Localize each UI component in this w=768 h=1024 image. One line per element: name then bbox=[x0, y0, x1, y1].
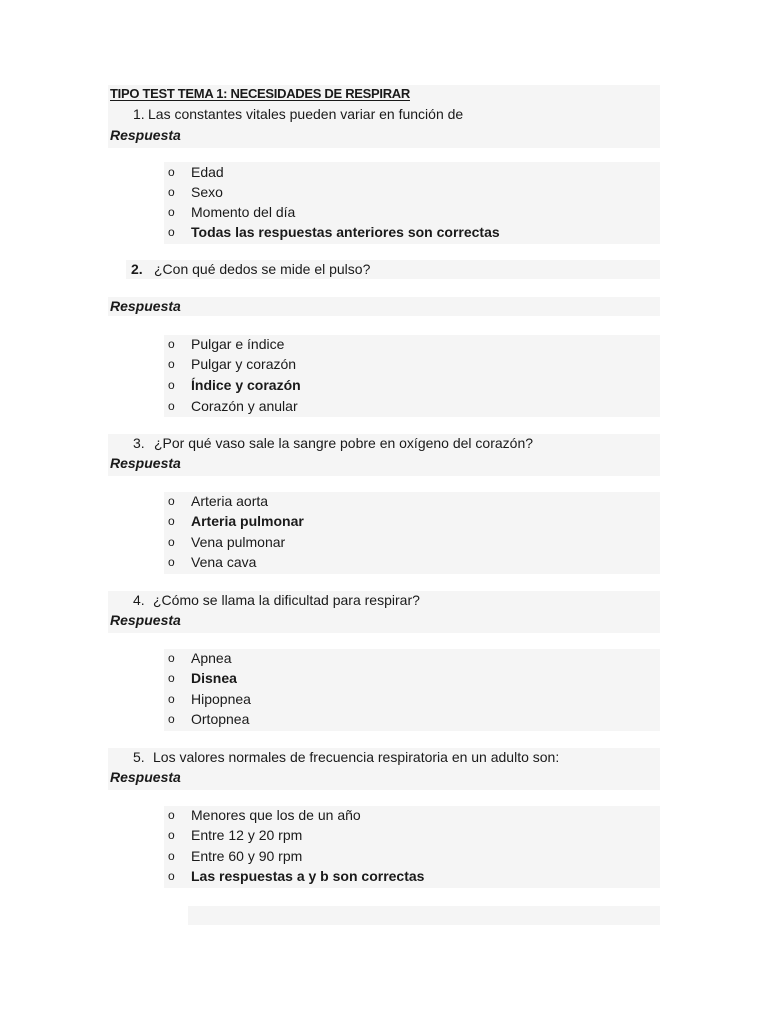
bullet-icon: o bbox=[168, 651, 175, 665]
question-text: ¿Por qué vaso sale la sangre pobre en oxígeno del corazón? bbox=[154, 435, 534, 451]
bullet-icon: o bbox=[168, 165, 175, 179]
bullet-icon: o bbox=[168, 712, 175, 726]
bullet-icon: o bbox=[168, 357, 175, 371]
bullet-icon: o bbox=[168, 378, 175, 392]
option-item bbox=[164, 354, 660, 374]
option-text: Arteria pulmonar bbox=[191, 513, 304, 529]
question-text: Las constantes vitales pueden variar en función de bbox=[148, 106, 464, 122]
bullet-icon: o bbox=[168, 494, 175, 508]
bullet-icon: o bbox=[168, 399, 175, 413]
option-text: Momento del día bbox=[191, 204, 296, 220]
option-text: Ortopnea bbox=[191, 711, 250, 727]
document-title: TIPO TEST TEMA 1: NECESIDADES DE RESPIRAR bbox=[110, 86, 410, 101]
option-item bbox=[164, 511, 660, 531]
question-number: 5. bbox=[133, 749, 145, 765]
bullet-icon: o bbox=[168, 205, 175, 219]
option-item bbox=[164, 375, 660, 395]
bullet-icon: o bbox=[168, 849, 175, 863]
option-text: Disnea bbox=[191, 670, 237, 686]
bullet-icon: o bbox=[168, 828, 175, 842]
option-text: Índice y corazón bbox=[191, 377, 301, 393]
option-item bbox=[164, 202, 660, 222]
option-item bbox=[164, 825, 660, 845]
bullet-icon: o bbox=[168, 808, 175, 822]
option-text: Menores que los de un año bbox=[191, 807, 361, 823]
option-text: Edad bbox=[191, 164, 224, 180]
question-number: 2. bbox=[131, 261, 143, 277]
answer-label: Respuesta bbox=[110, 127, 181, 143]
option-item bbox=[164, 162, 660, 182]
bullet-icon: o bbox=[168, 869, 175, 883]
question-text: ¿Cómo se llama la dificultad para respirar? bbox=[153, 592, 420, 608]
option-text: Pulgar e índice bbox=[191, 336, 285, 352]
option-item bbox=[164, 222, 660, 242]
option-text: Las respuestas a y b son correctas bbox=[191, 868, 425, 884]
option-item bbox=[164, 552, 660, 572]
option-item bbox=[164, 709, 660, 729]
option-item bbox=[164, 182, 660, 202]
option-item bbox=[164, 805, 660, 825]
answer-label: Respuesta bbox=[110, 769, 181, 785]
bullet-icon: o bbox=[168, 225, 175, 239]
option-item bbox=[164, 532, 660, 552]
option-text: Arteria aorta bbox=[191, 493, 269, 509]
question-number: 1. bbox=[133, 106, 145, 122]
bullet-icon: o bbox=[168, 337, 175, 351]
empty-shaded-field bbox=[188, 906, 660, 925]
option-item bbox=[164, 396, 660, 416]
option-item bbox=[164, 648, 660, 668]
option-item bbox=[164, 668, 660, 688]
option-item bbox=[164, 334, 660, 354]
option-text: Vena cava bbox=[191, 554, 257, 570]
option-text: Todas las respuestas anteriores son correctas bbox=[191, 224, 500, 240]
option-text: Entre 60 y 90 rpm bbox=[191, 848, 303, 864]
question-number: 3. bbox=[133, 435, 145, 451]
answer-label: Respuesta bbox=[110, 298, 181, 314]
bullet-icon: o bbox=[168, 514, 175, 528]
answer-label: Respuesta bbox=[110, 455, 181, 471]
option-text: Apnea bbox=[191, 650, 232, 666]
bullet-icon: o bbox=[168, 692, 175, 706]
question-text: Los valores normales de frecuencia respiratoria en un adulto son: bbox=[153, 749, 560, 765]
option-item bbox=[164, 491, 660, 511]
bullet-icon: o bbox=[168, 185, 175, 199]
option-text: Pulgar y corazón bbox=[191, 356, 297, 372]
question-text: ¿Con qué dedos se mide el pulso? bbox=[154, 261, 371, 277]
option-item bbox=[164, 689, 660, 709]
option-item bbox=[164, 866, 660, 886]
option-text: Entre 12 y 20 rpm bbox=[191, 827, 303, 843]
shaded-block bbox=[108, 297, 660, 316]
option-text: Sexo bbox=[191, 184, 223, 200]
bullet-icon: o bbox=[168, 671, 175, 685]
option-text: Hipopnea bbox=[191, 691, 251, 707]
bullet-icon: o bbox=[168, 535, 175, 549]
question-number: 4. bbox=[133, 592, 145, 608]
option-item bbox=[164, 846, 660, 866]
option-text: Vena pulmonar bbox=[191, 534, 286, 550]
answer-label: Respuesta bbox=[110, 612, 181, 628]
bullet-icon: o bbox=[168, 555, 175, 569]
option-text: Corazón y anular bbox=[191, 398, 298, 414]
